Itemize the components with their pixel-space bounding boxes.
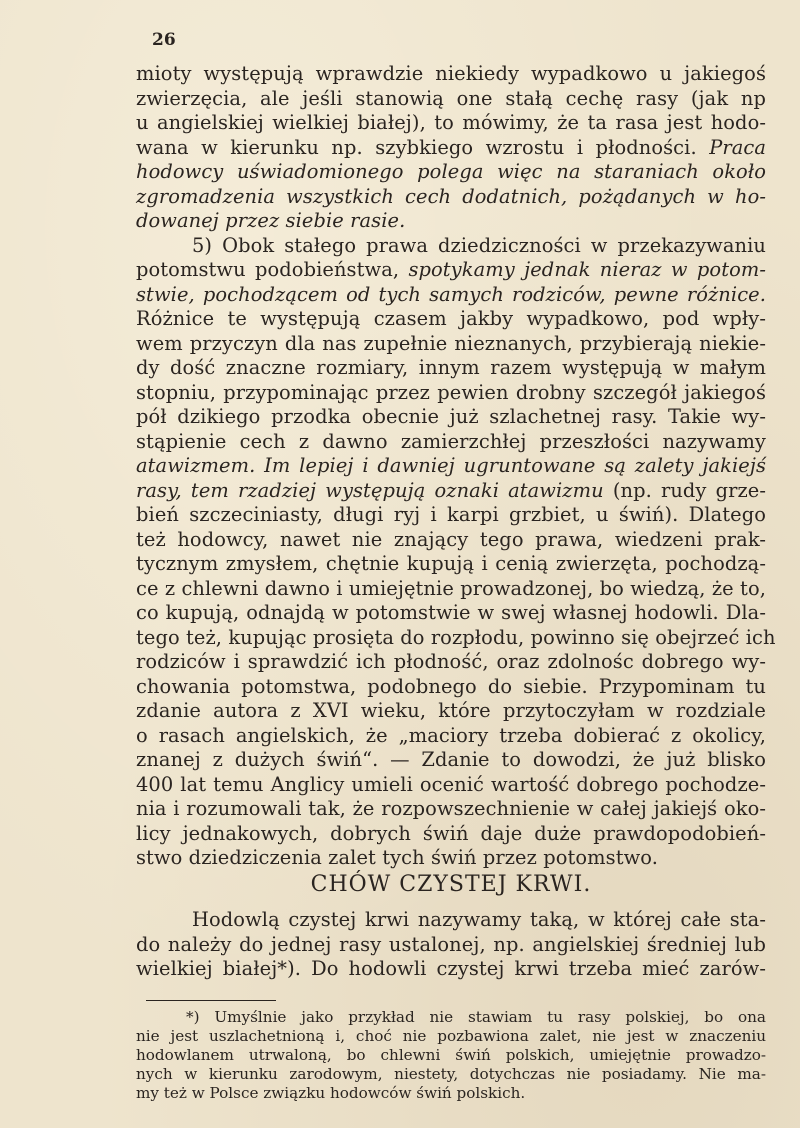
text-line: wana w kierunku np. szybkiego wzrostu i płodności. Praca — [136, 135, 766, 159]
text-line: ce z chlewni dawno i umiejętnie prowadzonej, bo wiedzą, że to, — [136, 576, 766, 600]
text-line: też hodowcy, nawet nie znający tego prawa, wiedzeni prak- — [136, 527, 766, 551]
text-line: tego też, kupując prosięta do rozpłodu, powinno się obejrzeć ich — [136, 625, 776, 649]
page-number: 26 — [152, 30, 176, 50]
text-line: mioty występują wprawdzie niekiedy wypadkowo u jakiegoś — [136, 62, 766, 85]
section-heading: CHÓW CZYSTEJ KRWI. — [310, 872, 592, 897]
text-line: pół dzikiego przodka obecnie już szlachetnej rasy. Takie wy- — [136, 405, 766, 428]
footnote-line: nych w kierunku zarodowym, niestety, dotychczas nie posiadamy. Nie ma- — [136, 1065, 766, 1083]
text-line: wielkiej białej*). Do hodowli czystej krwi trzeba mieć zarów- — [136, 957, 766, 980]
footnote-divider — [146, 1000, 276, 1001]
text-line: Hodowlą czystej krwi nazywamy taką, w której całe sta- — [192, 908, 766, 931]
body-text — [136, 62, 776, 871]
text-line: znanej z dużych świń“. — Zdanie to dowodzi, że już blisko — [136, 748, 766, 771]
text-line: atawizmem. Im lepiej i dawniej ugruntowane są zalety jakiejś — [136, 454, 767, 477]
text-line: 400 lat temu Anglicy umieli ocenić wartość dobrego pochodze- — [136, 772, 766, 796]
text-line: stwie, pochodzącem od tych samych rodziców, pewne różnice. — [136, 282, 766, 306]
text-line: zgromadzenia wszystkich cech dodatnich, pożądanych w ho- — [136, 184, 766, 208]
text-line: wem przyczyn dla nas zupełnie nieznanych, przybierają niekie- — [136, 331, 766, 355]
text-line: u angielskiej wielkiej białej), to mówimy, że ta rasa jest hodo- — [136, 111, 766, 134]
text-line: bień szczeciniasty, długi ryj i karpi grzbiet, u świń). Dlatego — [136, 503, 766, 526]
text-line: rodziców i sprawdzić ich płodność, oraz zdolnośc dobrego wy- — [136, 650, 766, 673]
footnote — [136, 1008, 766, 1103]
text-line: chowania potomstwa, podobnego do siebie. Przypominam tu — [136, 674, 766, 698]
text-line: zwierzęcia, ale jeśli stanowią one stałą cechę rasy (jak np — [136, 86, 766, 110]
text-line: 5) Obok stałego prawa dziedziczności w przekazywaniu — [192, 233, 766, 257]
text-line: stwo dziedziczenia zalet tych świń przez potomstwo. — [136, 846, 658, 869]
footnote-line: *) Umyślnie jako przykład nie stawiam tu rasy polskiej, bo ona — [186, 1008, 766, 1026]
text-line: nia i rozumowali tak, że rozpowszechnienie w całej jakiejś oko- — [136, 797, 766, 820]
text-line: co kupują, odnajdą w potomstwie w swej własnej hodowli. Dla- — [136, 601, 766, 624]
section-body — [136, 908, 766, 982]
text-line: stopniu, przypominając przez pewien drobny szczegół jakiegoś — [136, 380, 766, 404]
text-line: dy dość znaczne rozmiary, innym razem występują w małym — [136, 356, 766, 379]
text-line: o rasach angielskich, że „maciory trzeba dobierać z okolicy, — [136, 723, 766, 747]
text-line: licy jednakowych, dobrych świń daje duże prawdopodobień- — [136, 821, 766, 845]
text-line: potomstwu podobieństwa, spotykamy jednak nieraz w potom- — [136, 258, 766, 281]
text-line: hodowcy uświadomionego polega więc na staraniach około — [136, 160, 766, 183]
text-line: tycznym zmysłem, chętnie kupują i cenią zwierzęta, pochodzą- — [136, 552, 766, 575]
text-line: zdanie autora z XVI wieku, które przytoczyłam w rozdziale — [136, 699, 766, 722]
footnote-line: nie jest uszlachetnioną i, choć nie pozbawiona zalet, nie jest w znaczeniu — [136, 1027, 766, 1045]
text-line: dowanej przez siebie rasie. — [136, 209, 406, 232]
text-line: do należy do jednej rasy ustalonej, np. angielskiej średniej lub — [136, 932, 766, 956]
text-line: rasy, tem rzadziej występują oznaki atawizmu (np. rudy grze- — [136, 478, 766, 502]
footnote-line: hodowlanem utrwaloną, bo chlewni świń polskich, umiejętnie prowadzo- — [136, 1046, 766, 1064]
text-line: stąpienie cech z dawno zamierzchłej przeszłości nazywamy — [136, 429, 766, 453]
footnote-line: my też w Polsce związku hodowców świń polskich. — [136, 1084, 526, 1102]
text-line: Różnice te występują czasem jakby wypadkowo, pod wpły- — [136, 307, 766, 330]
